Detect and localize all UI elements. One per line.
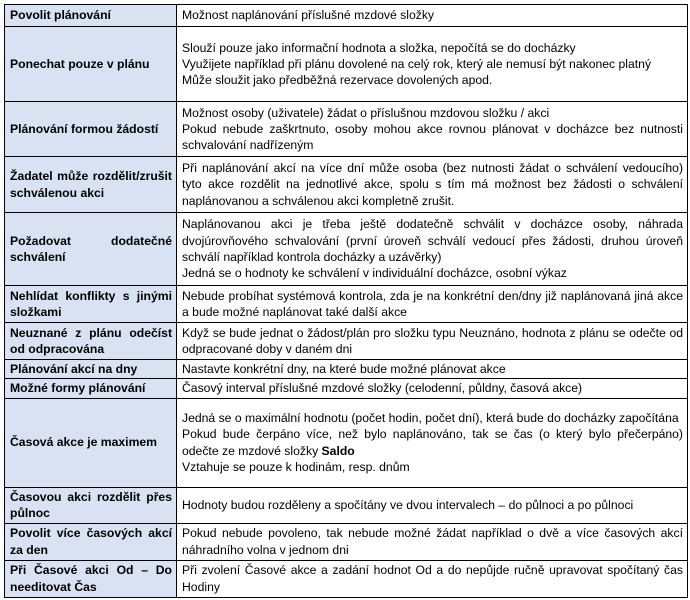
- table-row: [5, 487, 688, 523]
- description-line: Možnost osoby (uživatele) žádat o příslušnou mzdovou složku / akci: [182, 105, 550, 120]
- description-line-text: Pokud bude čerpáno více, než bylo naplánováno, tak se čas (o který bylo přečerpáno) odečte ze mzdové složky: [182, 427, 683, 458]
- setting-name: Žadatel může rozdělit/zrušit schválenou akci: [5, 157, 177, 213]
- setting-description: [177, 213, 688, 286]
- table-row: [5, 560, 688, 597]
- setting-name: Ponechat pouze v plánu: [5, 27, 177, 102]
- setting-description: [177, 323, 688, 360]
- description-line: Když se bude jednat o žádost/plán pro složku typu Neuznáno, hodnota z plánu se odečte od odpracované doby v daném dni: [182, 325, 683, 356]
- description-line: Nastavte konkrétní dny, na které bude možné plánovat akce: [182, 362, 506, 376]
- description-line: Pokud nebude zaškrtnuto, osoby mohou akce rovnou plánovat v docházce bez nutnosti schvalování nadřízeným: [182, 121, 683, 153]
- setting-description: [177, 157, 688, 213]
- description-line: Možnost naplánování příslušné mzdové složky: [182, 8, 435, 23]
- description-line: Jedná se o hodnoty ke schválení v individuální docházce, osobní výkaz: [182, 266, 567, 281]
- setting-name: Plánování formou žádostí: [5, 102, 177, 157]
- setting-description: [177, 379, 688, 398]
- table-row: [5, 102, 688, 157]
- table-row: [5, 5, 688, 27]
- setting-name: Povolit plánování: [5, 5, 177, 27]
- description-line: Při naplánování akcí na více dní může osoba (bez nutnosti žádat o schválení vedoucího) tyto akce rozdělit na jednotlivé akce, spolu s tím má možnost bez žádosti o schválení naplánovanou a schválenou akci kompletně zrušit.: [182, 161, 683, 208]
- description-line: Vztahuje se pouze k hodinám, resp. dnům: [182, 459, 410, 474]
- table-row: [5, 523, 688, 560]
- setting-description: [177, 286, 688, 323]
- description-line: Při zvolení Časové akce a zadání hodnot Od a do nepůjde ručně upravovat spočítaný čas Hodiny: [182, 563, 683, 594]
- description-line: Časový interval příslušné mzdové složky (celodenní, půldny, časová akce): [182, 381, 583, 396]
- setting-name: Možné formy plánování: [5, 379, 177, 398]
- description-line: Jedná se o maximální hodnotu (počet hodin, počet dní), která bude do docházky započítána: [182, 411, 679, 425]
- setting-description: [177, 5, 688, 27]
- description-line: Slouží pouze jako informační hodnota a složka, nepočítá se do docházky: [182, 40, 576, 55]
- setting-description: [177, 27, 688, 102]
- setting-name: Požadovat dodatečné schválení: [5, 213, 177, 286]
- setting-name: Nehlídat konflikty s jinými složkami: [5, 286, 177, 323]
- setting-description: [177, 560, 688, 597]
- setting-description: [177, 487, 688, 523]
- setting-name: Plánování akcí na dny: [5, 360, 177, 379]
- setting-name: Časovou akci rozdělit přes půlnoc: [5, 487, 177, 523]
- description-line: [182, 426, 683, 459]
- table-row: [5, 379, 688, 398]
- table-row: [5, 27, 688, 102]
- description-line: Naplánovanou akci je třeba ještě dodatečně schválit v docházce osoby, náhrada dvojúrovňového schvalování (první úroveň schválí vedoucí přes žádosti, druhou úroveň schválí například kontrola docházky a uzávěrky): [182, 217, 683, 264]
- table-row: [5, 360, 688, 379]
- setting-name: Časová akce je maximem: [5, 398, 177, 487]
- settings-description-table: [4, 4, 688, 598]
- description-line: Pokud nebude povoleno, tak nebude možné žádat například o dvě a více časových akcí náhradního volna v jednom dni: [182, 526, 683, 557]
- description-line: Může sloužit jako předběžná rezervace dovolených apod.: [182, 73, 493, 88]
- description-line: Hodnoty budou rozděleny a spočítány ve dvou intervalech – do půlnoci a po půlnoci: [182, 497, 634, 512]
- table-row: [5, 323, 688, 360]
- table-row: [5, 157, 688, 213]
- setting-name: Neuznané z plánu odečíst od odpracována: [5, 323, 177, 360]
- saldo-keyword: Saldo: [321, 443, 355, 458]
- setting-description: [177, 523, 688, 560]
- setting-name: Povolit více časových akcí za den: [5, 523, 177, 560]
- setting-description: [177, 102, 688, 157]
- settings-description-table-wrapper: [4, 4, 687, 598]
- table-row: [5, 398, 688, 487]
- setting-name: Při Časové akci Od – Do needitovat Čas: [5, 560, 177, 597]
- setting-description: [177, 398, 688, 487]
- table-row: [5, 286, 688, 323]
- setting-description: [177, 360, 688, 379]
- description-line: Nebude probíhat systémová kontrola, zda je na konkrétní den/dny již naplánovaná jiná akce a bude možné naplánovat také další akce: [182, 288, 683, 319]
- description-line: Využijete například při plánu dovolené na celý rok, který ale nemusí být nakonec platný: [182, 56, 652, 71]
- table-row: [5, 213, 688, 286]
